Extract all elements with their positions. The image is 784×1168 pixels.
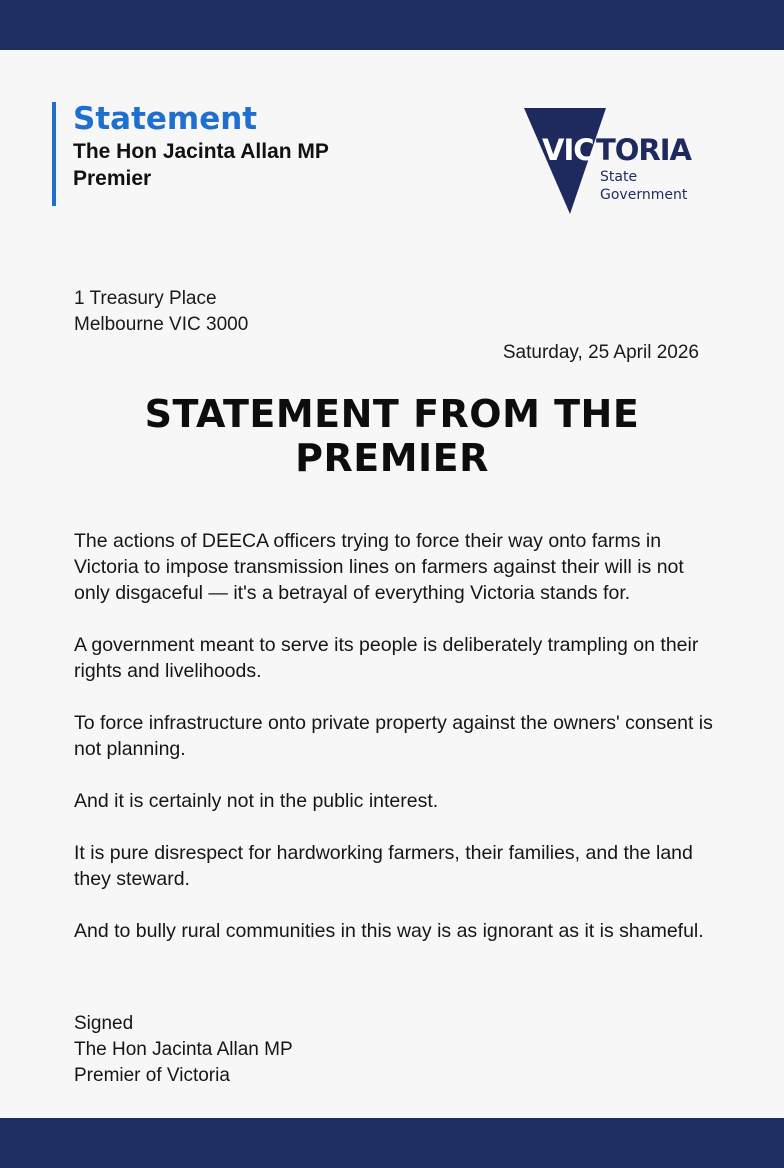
statement-body [74,528,724,970]
header-name: The Hon Jacinta Allan MP [73,140,329,163]
header-role: Premier [73,167,152,190]
address-block [74,286,248,338]
logo-word-part-1: VIC [542,133,594,167]
statement-header [52,102,329,206]
logo-line-2: Government [600,187,688,203]
title-line-2: PREMIER [295,436,489,480]
victoria-state-government-logo [524,108,714,218]
page-title [40,392,744,480]
paragraph: And it is certainly not in the public interest. [74,790,439,812]
signature-line-2: The Hon Jacinta Allan MP [74,1039,293,1060]
signature-line-1: Signed [74,1013,134,1034]
address-line-2: Melbourne VIC 3000 [74,314,249,335]
signature-block [74,1011,293,1089]
paragraph: A government meant to serve its people is deliberately trampling on their rights and livelihoods. [74,634,699,682]
paragraph: To force infrastructure onto private property against the owners' consent is not planning. [74,712,713,760]
address-line-1: 1 Treasury Place [74,288,217,309]
paragraph: The actions of DEECA officers trying to force their way onto farms in Victoria to impose transmission lines on farmers against their will is not only disgaceful — it's a betrayal of everything Victoria stands for. [74,530,684,604]
logo-word-part-2: TORIA [596,133,691,167]
top-banner [0,0,784,50]
paragraph: It is pure disrespect for hardworking farmers, their families, and the land they steward. [74,842,693,890]
logo-line-1: State [600,169,638,185]
title-line-1: STATEMENT FROM THE [144,392,640,436]
statement-date: Saturday, 25 April 2026 [502,342,699,363]
paragraph: And to bully rural communities in this way is as ignorant as it is shameful. [74,920,704,942]
bottom-banner [0,1118,784,1168]
signature-line-3: Premier of Victoria [74,1065,230,1086]
statement-label: Statement [73,101,258,137]
